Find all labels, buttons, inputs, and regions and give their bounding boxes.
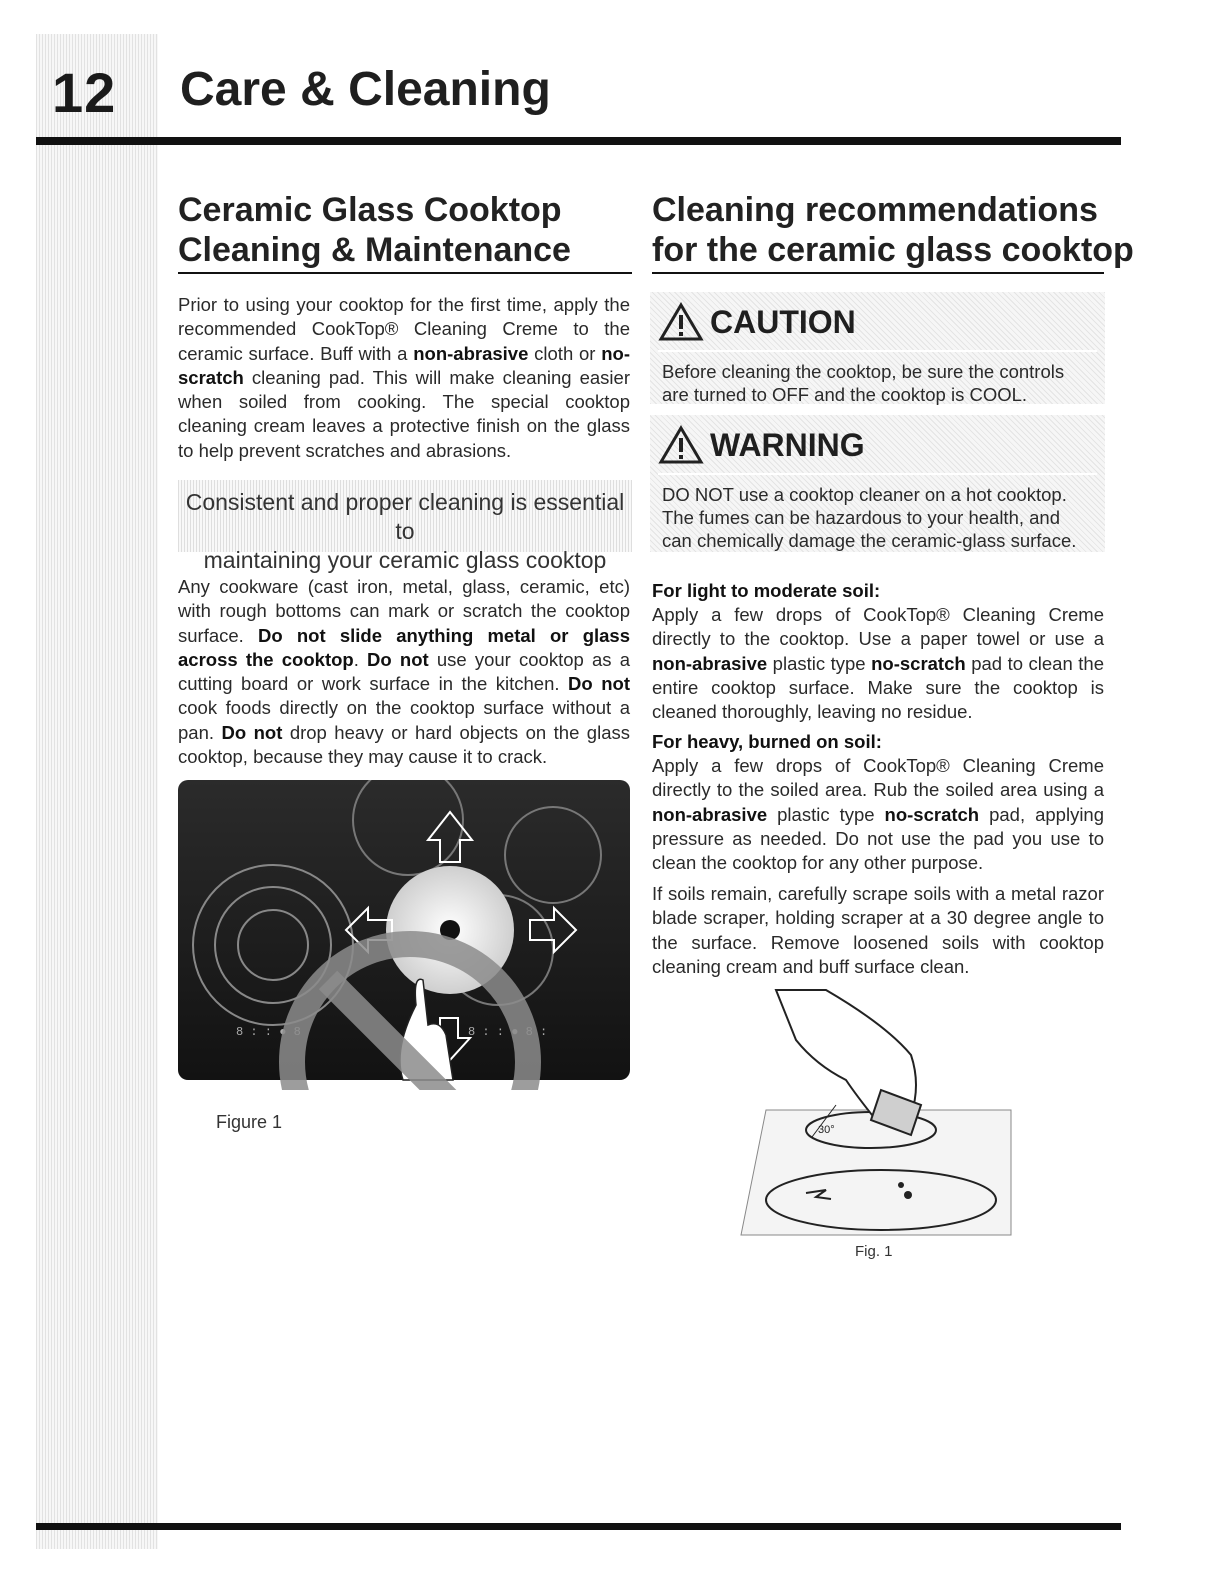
intro-paragraph: [178, 293, 630, 463]
paragraph-text: Any cookware (cast iron, metal, glass, ceramic, etc) with rough bottoms can mark or scratch the cooktop surface.: [178, 576, 630, 646]
callout-line2: maintaining your ceramic glass cooktop: [203, 547, 607, 573]
cooktop-figure: [178, 780, 630, 1090]
emphasis-text: no-scratch: [884, 803, 980, 825]
figure-caption-left: Figure 1: [216, 1112, 283, 1132]
paragraph-text: cloth or: [528, 342, 602, 364]
emphasis-text: no-scratch: [871, 652, 966, 674]
emphasis-text: no-scratch: [178, 342, 630, 388]
warning-title: WARNING: [710, 426, 865, 463]
warning-divider: [658, 473, 1097, 475]
emphasis-text: Do not: [568, 673, 630, 695]
control-panel-icon: 8 : : ● 8 :: [468, 1025, 548, 1039]
emphasis-text: Do not: [221, 721, 283, 743]
light-soil-paragraph: [652, 603, 1104, 724]
left-heading-rule: [178, 272, 632, 274]
footer-rule: [36, 1523, 1121, 1530]
paragraph-text: Apply a few drops of CookTop® Cleaning Creme directly to the soiled area. Rub the soiled area using a: [652, 755, 1104, 801]
paragraph-text: Prior to using your cooktop for the first time, apply the recommended CookTop® Cleaning Creme to the ceramic surface. Buff with a: [178, 294, 630, 364]
scrape-paragraph: If soils remain, carefully scrape soils with a metal razor blade scraper, holding scraper at a 30 degree angle to the surface. Remove loosened soils with cooktop cleaning cream and buff surface clean.: [652, 883, 1104, 977]
scraper-figure: [736, 985, 1016, 1240]
paragraph-text: plastic type: [767, 803, 885, 825]
page-number: 12: [52, 61, 117, 124]
right-heading-rule: [652, 272, 1104, 274]
heavy-soil-heading: For heavy, burned on soil:: [652, 731, 882, 752]
paragraph-text: use your cooktop as a cutting board or work surface in the kitchen.: [178, 648, 631, 695]
warning-triangle-icon: [658, 302, 704, 342]
emphasis-text: Do not slide anything metal or glass across the cooktop: [178, 624, 630, 670]
header-rule: [36, 137, 1121, 145]
control-panel-icon: 8 : : ● 8: [236, 1025, 301, 1039]
left-heading: [178, 190, 571, 270]
angle-label: 30°: [818, 1124, 835, 1136]
left-heading-line2: Cleaning & Maintenance: [178, 231, 571, 269]
section-title: Care & Cleaning: [180, 63, 551, 116]
paragraph-text: pad to clean the entire cooktop surface. Make sure the cooktop is cleaned thoroughly, leaving no residue.: [652, 652, 1104, 723]
soil-dot: [898, 1182, 904, 1188]
right-heading: [652, 190, 1134, 270]
caution-divider: [658, 350, 1097, 352]
emphasis-text: non-abrasive: [652, 652, 768, 674]
paragraph-text: .: [353, 648, 368, 670]
left-heading-line1: Ceramic Glass Cooktop: [178, 191, 562, 229]
emphasis-text: Do not: [367, 648, 429, 670]
caution-title: CAUTION: [710, 303, 856, 340]
soil-dot: [904, 1191, 912, 1199]
side-strip: [36, 34, 158, 1549]
paragraph-text: drop heavy or hard objects on the glass cooktop, because they may cause it to crack.: [178, 721, 630, 768]
cookware-paragraph: [178, 575, 630, 769]
warning-triangle-icon: [658, 425, 704, 465]
heavy-soil-paragraph: [652, 754, 1104, 875]
callout-line1: Consistent and proper cleaning is essential to: [185, 489, 625, 544]
paragraph-text: plastic type: [767, 652, 872, 674]
warning-text: DO NOT use a cooktop cleaner on a hot cooktop. The fumes can be hazardous to your health, and can chemically damage the ceramic-glass surface.: [662, 484, 1077, 551]
callout-banner: [178, 480, 632, 573]
light-soil-heading: For light to moderate soil:: [652, 580, 881, 601]
paragraph-text: pad, applying pressure as needed. Do not use the pad you use to clean the cooktop for any other purpose.: [652, 803, 1105, 874]
emphasis-text: non-abrasive: [652, 803, 768, 825]
right-heading-line1: Cleaning recommendations: [652, 191, 1098, 229]
caution-box: [650, 292, 1105, 404]
right-heading-line2: for the ceramic glass cooktop: [652, 231, 1134, 269]
emphasis-text: non-abrasive: [413, 342, 529, 364]
warning-box: [650, 415, 1105, 552]
paragraph-text: cook foods directly on the cooktop surface without a pan.: [178, 697, 630, 743]
figure-caption-right: Fig. 1: [855, 1243, 893, 1260]
paragraph-text: cleaning pad. This will make cleaning easier when soiled from cooking. The special cooktop cleaning cream leaves a protective finish on the glass to help prevent scratches and abrasions.: [178, 366, 630, 461]
paragraph-text: Apply a few drops of CookTop® Cleaning Creme directly to the cooktop. Use a paper towel or use a: [652, 604, 1104, 650]
caution-text: Before cleaning the cooktop, be sure the controls are turned to OFF and the cooktop is COOL.: [662, 361, 1065, 405]
